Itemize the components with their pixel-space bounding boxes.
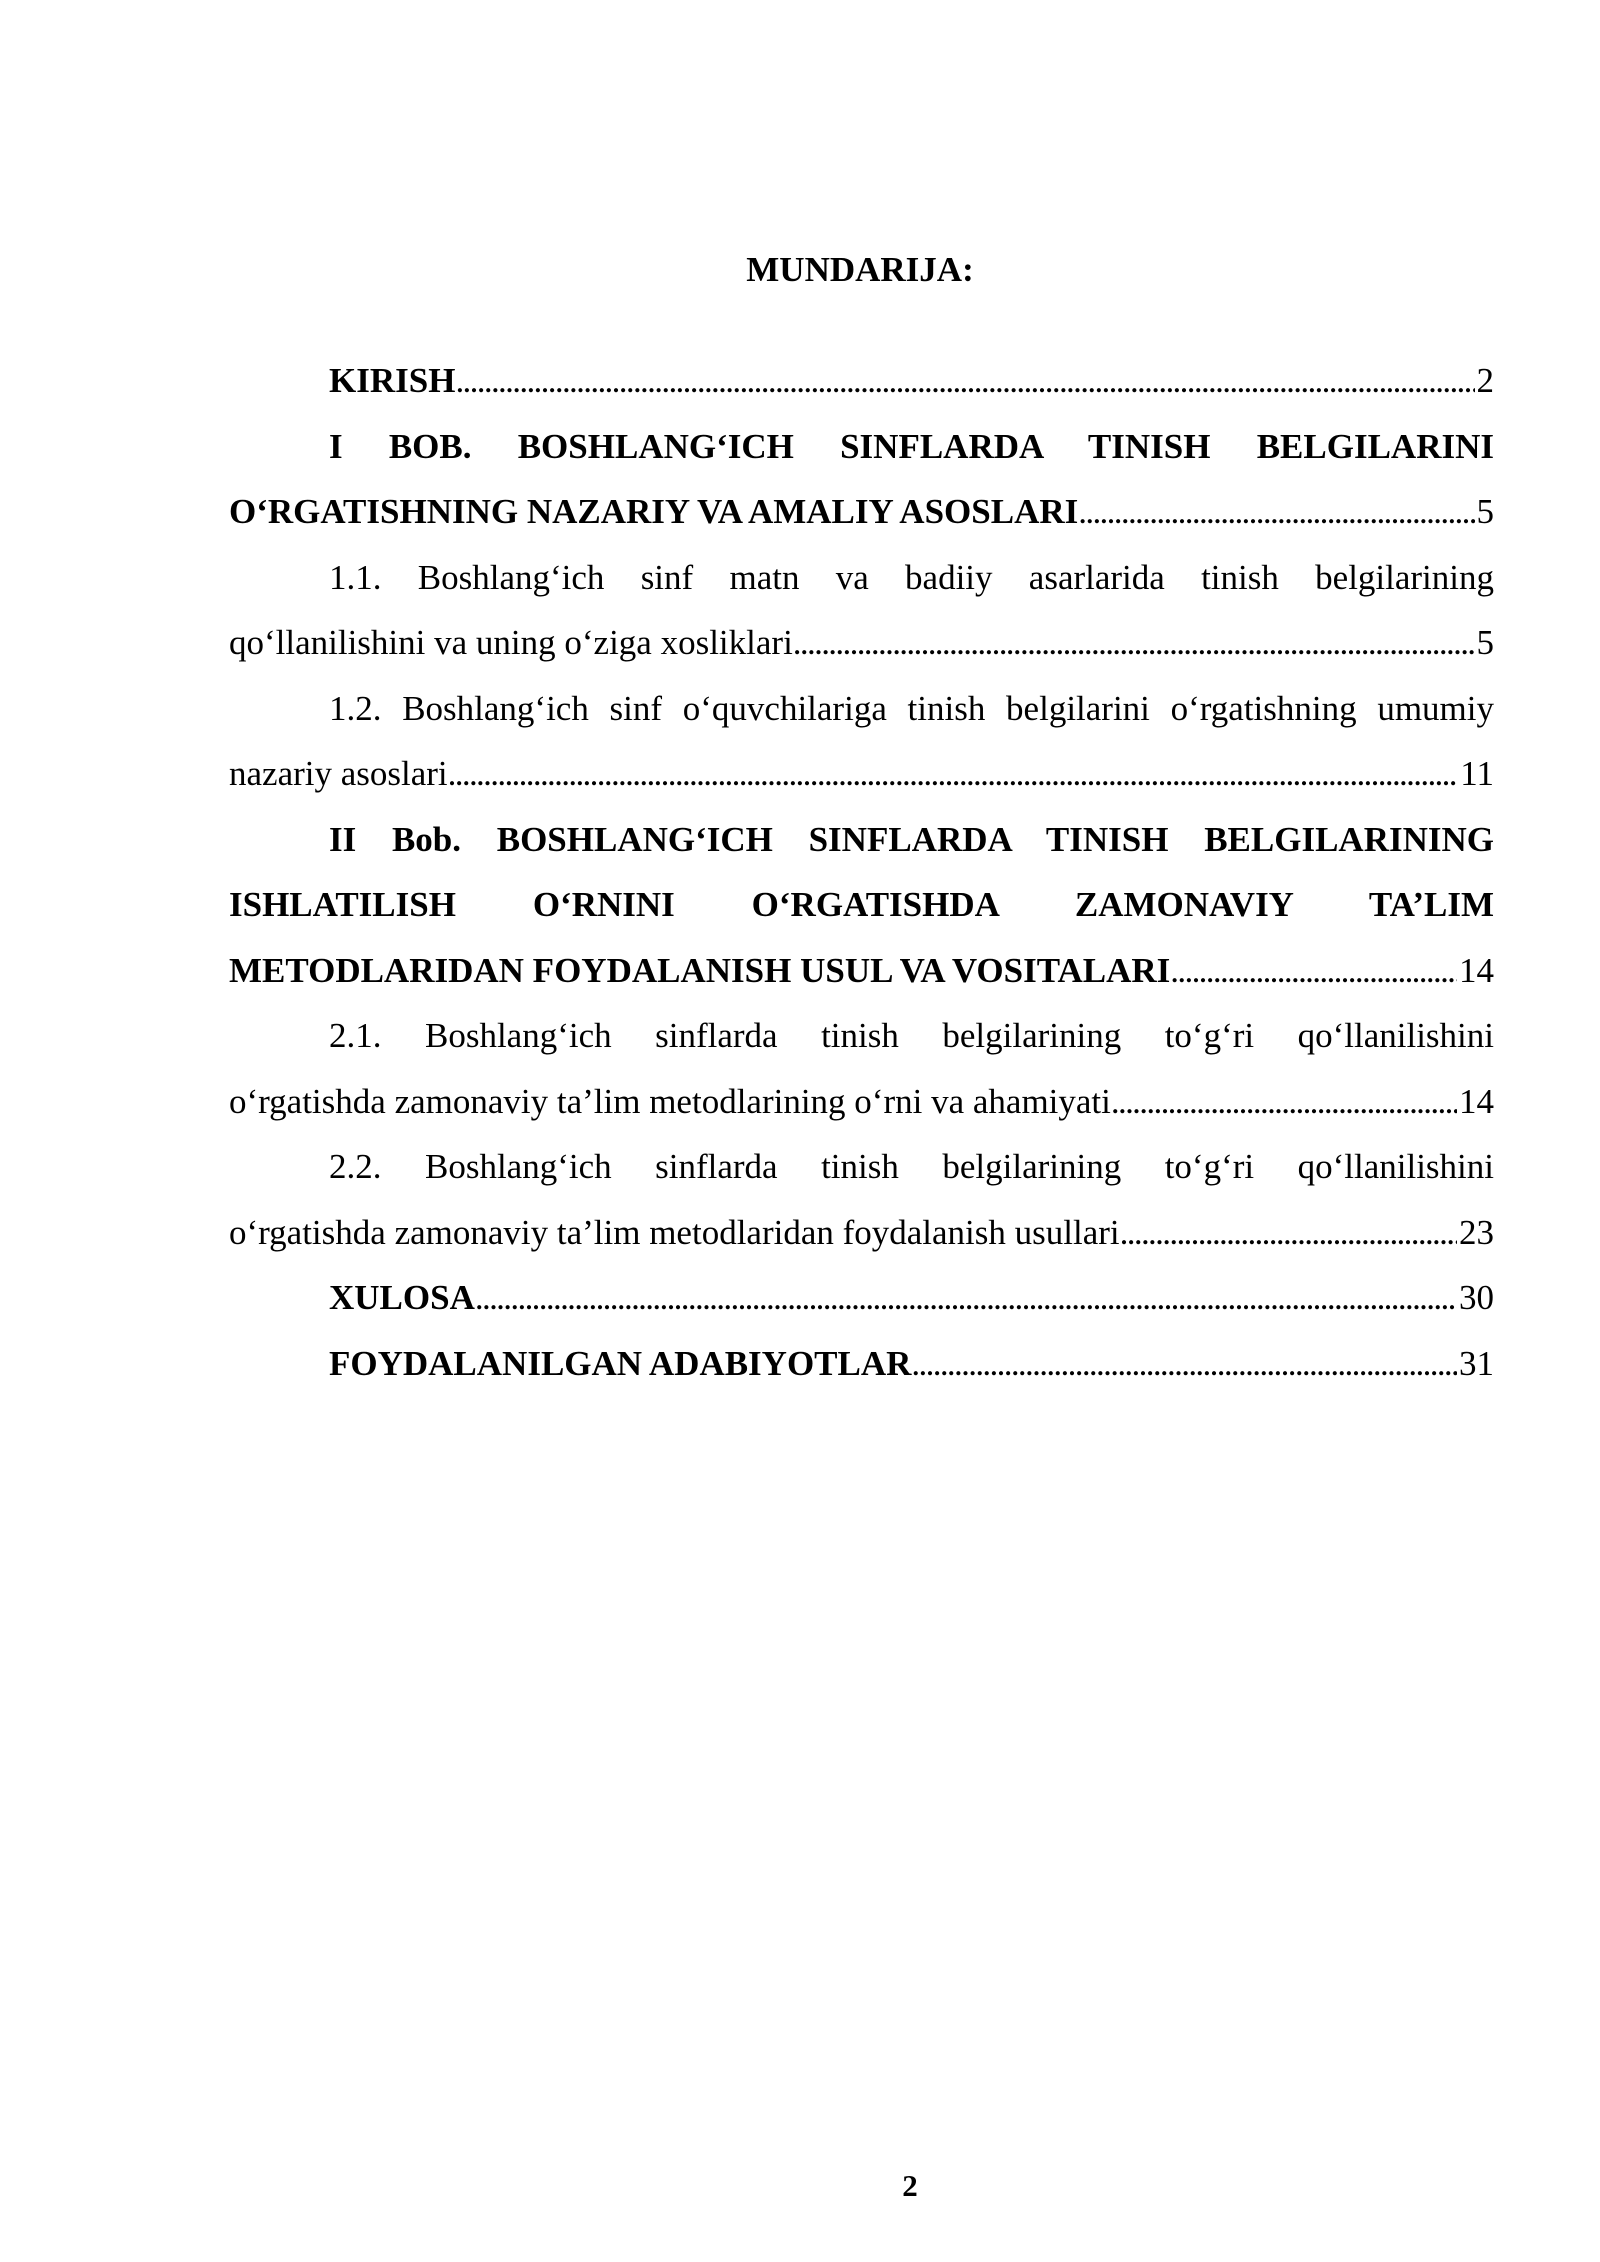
toc-entry-title: 1.2. Boshlang‘ich sinf o‘quvchilariga tinish belgilarini o‘rgatishning umumiy [329, 688, 1494, 728]
toc-entry-title: FOYDALANILGAN ADABIYOTLAR [329, 1343, 912, 1383]
dot-leader [455, 348, 1474, 414]
toc-entry-chapter-2[interactable] [229, 807, 1494, 1004]
toc-entry-section-1-1[interactable] [229, 545, 1494, 676]
toc-entry-title-cont: o‘rgatishda zamonaviy ta’lim metodlarining o‘rni va ahamiyati [229, 1081, 1111, 1121]
dot-leader [1078, 479, 1474, 545]
toc-entry-title: II Bob. BOSHLANG‘ICH SINFLARDA TINISH BELGILARINING [329, 819, 1494, 859]
toc-page-number: 23 [1459, 1212, 1494, 1252]
toc-entry-title-cont: o‘rgatishda zamonaviy ta’lim metodlaridan foydalanish usullari [229, 1212, 1120, 1252]
page-title: MUNDARIJA: [746, 250, 974, 289]
toc-page-number: 14 [1459, 950, 1494, 990]
toc-page-number: 14 [1459, 1081, 1494, 1121]
toc-entry-adabiyotlar[interactable] [229, 1331, 1494, 1397]
toc-page-number: 5 [1476, 623, 1494, 662]
toc-page-number: 2 [1476, 361, 1494, 400]
toc-entry-title: XULOSA [329, 1278, 475, 1317]
toc-entry-title: I BOB. BOSHLANG‘ICH SINFLARDA TINISH BELGILARINI [329, 426, 1494, 466]
toc-entry-section-2-2[interactable] [229, 1134, 1494, 1265]
toc-entry-xulosa[interactable] [229, 1265, 1494, 1331]
toc-entry-title-cont: nazariy asoslari [229, 754, 448, 793]
toc-entry-chapter-1[interactable] [229, 414, 1494, 545]
toc-entry-title-cont: METODLARIDAN FOYDALANISH USUL VA VOSITALARI [229, 950, 1171, 990]
dot-leader [1170, 938, 1457, 1004]
toc-entry-title-cont: O‘RGATISHNING NAZARIY VA AMALIY ASOSLARI [229, 492, 1079, 531]
toc-entry-title: 2.1. Boshlang‘ich sinflarda tinish belgilarining to‘g‘ri qo‘llanilishini [329, 1016, 1494, 1055]
toc-page-number: 30 [1459, 1278, 1494, 1317]
toc-entry-title: 1.1. Boshlang‘ich sinf matn va badiiy asarlarida tinish belgilarining [329, 557, 1494, 597]
toc-entry-title-cont: qo‘llanilishini va uning o‘ziga xosliklari [229, 623, 793, 662]
toc-page-number: 11 [1460, 754, 1494, 793]
dot-leader [911, 1331, 1457, 1397]
dot-leader [1120, 1200, 1457, 1266]
toc-entry-section-1-2[interactable] [229, 676, 1494, 807]
toc-entry-section-2-1[interactable] [229, 1003, 1494, 1134]
table-of-contents [229, 348, 1494, 1396]
dot-leader [448, 741, 1459, 807]
toc-page-number: 5 [1476, 492, 1494, 531]
toc-entry-title-cont: ISHLATILISH O‘RNINI O‘RGATISHDA ZAMONAVIY TA’LIM [229, 885, 1494, 924]
page-number: 2 [902, 2168, 918, 2203]
dot-leader [475, 1265, 1457, 1331]
toc-page-number: 31 [1459, 1343, 1494, 1383]
dot-leader [793, 610, 1475, 676]
toc-entry-title: 2.2. Boshlang‘ich sinflarda tinish belgilarining to‘g‘ri qo‘llanilishini [329, 1147, 1494, 1186]
dot-leader [1111, 1069, 1457, 1135]
toc-entry-kirish[interactable] [229, 348, 1494, 414]
toc-entry-title: KIRISH [329, 361, 456, 400]
